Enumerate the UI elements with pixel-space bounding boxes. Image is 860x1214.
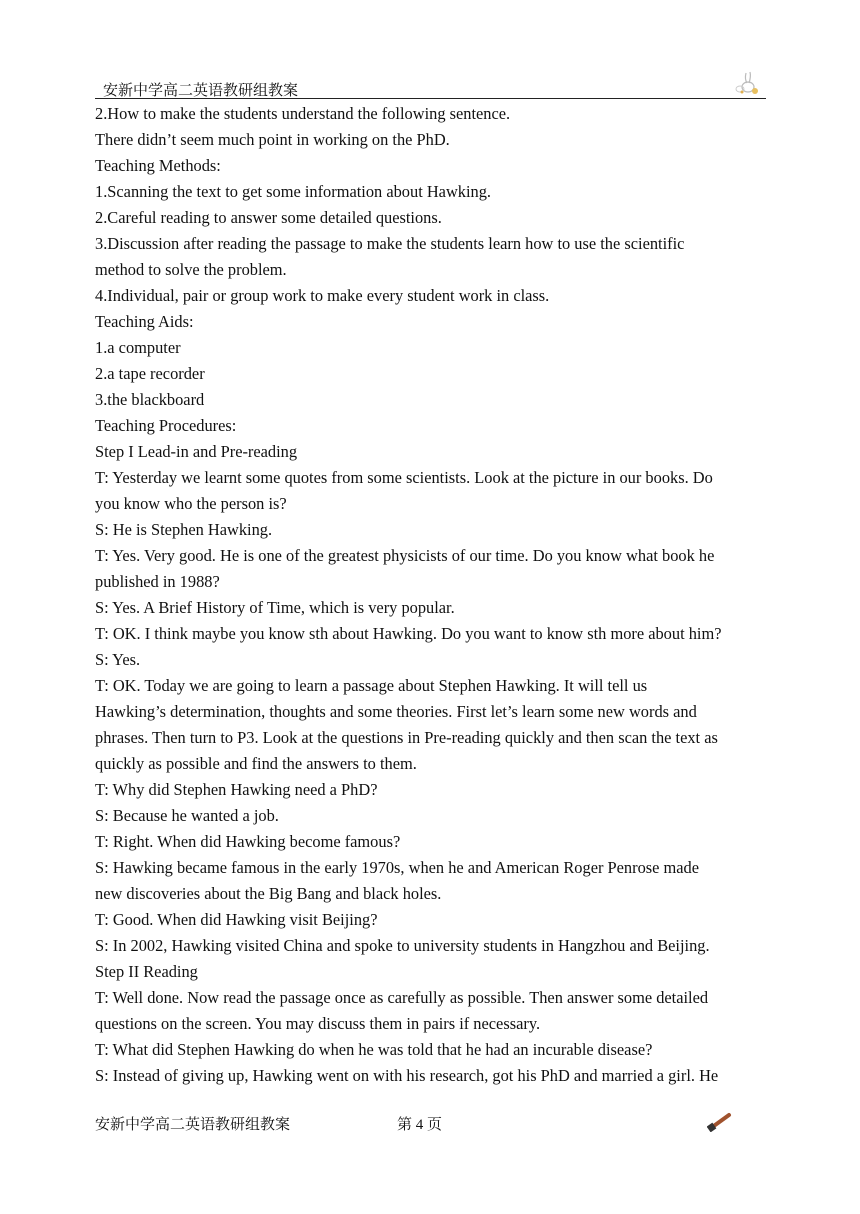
text-line: method to solve the problem. [95,260,287,279]
text-line: T: Yesterday we learnt some quotes from some scientists. Look at the picture in our books. Do [95,468,713,487]
text-line: S: In 2002, Hawking visited China and spoke to university students in Hangzhou and Beijing. [95,936,710,955]
text-line: T: Good. When did Hawking visit Beijing? [95,910,378,929]
text-line: 4.Individual, pair or group work to make every student work in class. [95,286,550,305]
hammer-icon [707,1110,735,1132]
text-line: phrases. Then turn to P3. Look at the questions in Pre-reading quickly and then scan the text as [95,728,718,747]
text-line: 2.a tape recorder [95,364,205,383]
rabbit-logo-icon [734,70,762,96]
text-line: questions on the screen. You may discuss them in pairs if necessary. [95,1014,541,1033]
text-line: you know who the person is? [95,494,287,513]
text-line: T: What did Stephen Hawking do when he was told that he had an incurable disease? [95,1040,653,1059]
text-line: S: Instead of giving up, Hawking went on with his research, got his PhD and married a girl. He [95,1066,719,1085]
page-number: 第 4 页 [397,1117,443,1133]
text-line: S: Hawking became famous in the early 1970s, when he and American Roger Penrose made [95,858,700,877]
text-line: T: Well done. Now read the passage once as carefully as possible. Then answer some detailed [95,988,709,1007]
text-line: S: Because he wanted a job. [95,806,279,825]
text-line: T: Yes. Very good. He is one of the greatest physicists of our time. Do you know what book he [95,546,715,565]
text-line: 1.a computer [95,338,181,357]
lesson-plan-body [95,101,767,1089]
footer-title: 安新中学高二英语教研组教案 [95,1117,291,1133]
text-line: 3.Discussion after reading the passage to make the students learn how to use the scientific [95,234,685,253]
text-line: new discoveries about the Big Bang and black holes. [95,884,442,903]
step-heading: Step I Lead-in and Pre-reading [95,442,298,461]
text-line: S: He is Stephen Hawking. [95,520,273,539]
text-line: S: Yes. A Brief History of Time, which is very popular. [95,598,455,617]
text-line: There didn’t seem much point in working on the PhD. [95,130,450,149]
text-line: 3.the blackboard [95,390,205,409]
text-line: 2.How to make the students understand the following sentence. [95,104,511,123]
section-heading: Teaching Methods: [95,156,221,175]
text-line: T: OK. I think maybe you know sth about Hawking. Do you want to know sth more about him? [95,624,722,643]
text-line: T: Right. When did Hawking become famous? [95,832,401,851]
page-footer [95,1110,767,1136]
text-line: T: Why did Stephen Hawking need a PhD? [95,780,378,799]
text-line: 2.Careful reading to answer some detailed questions. [95,208,442,227]
page-header [95,70,766,99]
text-line: S: Yes. [95,650,141,669]
text-line: published in 1988? [95,572,220,591]
section-heading: Teaching Aids: [95,312,194,331]
text-line: quickly as possible and find the answers to them. [95,754,417,773]
text-line: T: OK. Today we are going to learn a passage about Stephen Hawking. It will tell us [95,676,648,695]
text-line: 1.Scanning the text to get some information about Hawking. [95,182,492,201]
text-line: Hawking’s determination, thoughts and some theories. First let’s learn some new words and [95,702,697,721]
step-heading: Step II Reading [95,962,198,981]
section-heading: Teaching Procedures: [95,416,237,435]
header-title: 安新中学高二英语教研组教案 [103,83,299,99]
